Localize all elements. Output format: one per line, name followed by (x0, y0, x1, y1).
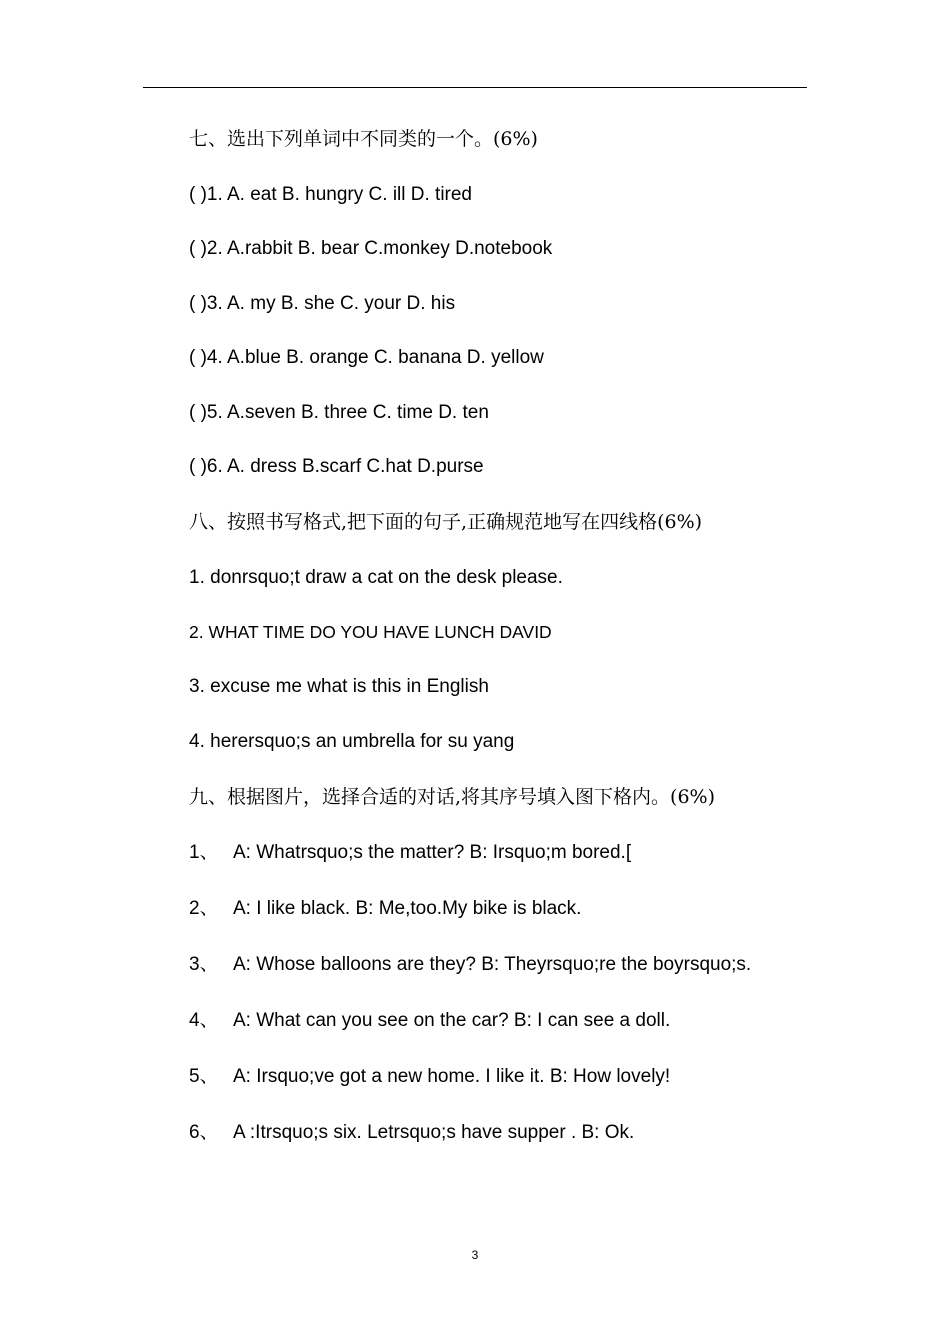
dialogue-number: 6、 (189, 1122, 219, 1143)
header-rule (143, 87, 807, 88)
dialogue-text: A: Whatrsquo;s the matter? B: Irsquo;m bored.[ (233, 842, 632, 863)
section-eight-item-1: 1. donrsquo;t draw a cat on the desk please. (189, 567, 563, 588)
section-seven-item-4: ( )4. A.blue B. orange C. banana D. yellow (189, 347, 544, 368)
dialogue-item (189, 953, 751, 977)
dialogue-text: A: Irsquo;ve got a new home. I like it. B: How lovely! (233, 1066, 671, 1087)
section-seven-item-3: ( )3. A. my B. she C. your D. his (189, 293, 456, 314)
dialogue-item (189, 1121, 634, 1145)
section-seven-item-6: ( )6. A. dress B.scarf C.hat D.purse (189, 456, 484, 477)
page-number: 3 (471, 1248, 479, 1262)
dialogue-item (189, 1065, 670, 1089)
dialogue-number: 3、 (189, 954, 219, 975)
dialogue-number: 5、 (189, 1066, 219, 1087)
dialogue-text: A: I like black. B: Me,too.My bike is black. (233, 898, 582, 919)
dialogue-number: 1、 (189, 842, 219, 863)
section-eight-item-2: 2. WHAT TIME DO YOU HAVE LUNCH DAVID (189, 622, 552, 642)
dialogue-number: 4、 (189, 1010, 219, 1031)
dialogue-item (189, 897, 581, 921)
section-eight-heading: 八、按照书写格式,把下面的句子,正确规范地写在四线格(6%) (189, 511, 703, 533)
section-nine-heading: 九、根据图片，选择合适的对话,将其序号填入图下格内。(6%) (189, 786, 716, 808)
dialogue-number: 2、 (189, 898, 219, 919)
dialogue-item (189, 1009, 670, 1033)
section-seven-item-1: ( )1. A. eat B. hungry C. ill D. tired (189, 184, 472, 205)
dialogue-text: A: What can you see on the car? B: I can see a doll. (233, 1010, 671, 1031)
section-seven-item-5: ( )5. A.seven B. three C. time D. ten (189, 402, 489, 423)
dialogue-text: A :Itrsquo;s six. Letrsquo;s have supper . B: Ok. (233, 1122, 635, 1143)
section-seven-item-2: ( )2. A.rabbit B. bear C.monkey D.notebook (189, 238, 553, 259)
section-seven-heading: 七、选出下列单词中不同类的一个。(6%) (189, 128, 538, 150)
dialogue-text: A: Whose balloons are they? B: Theyrsquo;re the boyrsquo;s. (233, 954, 752, 975)
section-eight-item-3: 3. excuse me what is this in English (189, 676, 489, 697)
section-eight-item-4: 4. herersquo;s an umbrella for su yang (189, 731, 515, 752)
dialogue-item (189, 841, 631, 865)
